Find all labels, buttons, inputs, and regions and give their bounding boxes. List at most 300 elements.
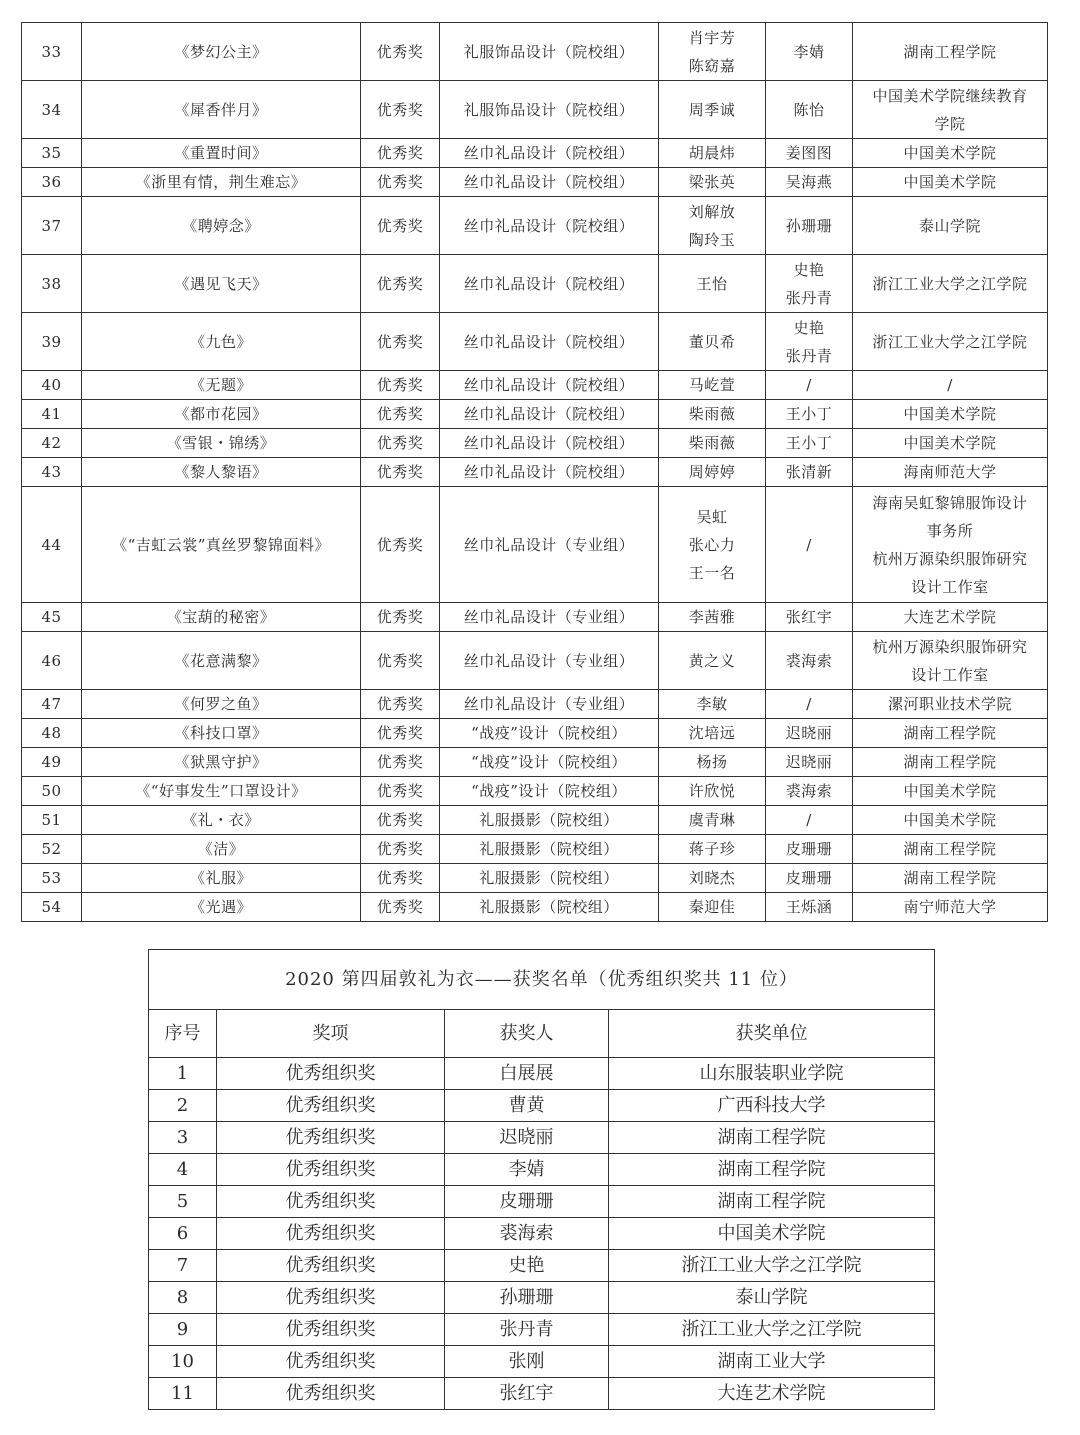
award-category: 丝巾礼品设计（院校组） — [440, 400, 659, 429]
winner-name: 裘海索 — [445, 1218, 609, 1250]
mentor-name: 张清新 — [785, 463, 833, 481]
award-level: 优秀奖 — [361, 400, 440, 429]
unit-name: 海南吴虹黎锦服饰设计 — [872, 493, 1028, 512]
unit-names — [853, 719, 1048, 748]
table-row — [149, 1218, 935, 1250]
winner-name: 柴雨薇 — [688, 434, 736, 452]
row-number: 6 — [149, 1218, 217, 1250]
row-number: 51 — [22, 806, 82, 835]
mentor-names — [766, 371, 853, 400]
unit-name: 浙江工业大学之江学院 — [609, 1314, 935, 1346]
table-row — [22, 690, 1048, 719]
header-award: 奖项 — [217, 1010, 445, 1058]
row-number: 11 — [149, 1378, 217, 1410]
winner-name: 皮珊珊 — [445, 1186, 609, 1218]
table-row — [149, 1314, 935, 1346]
work-title: 《聘婷念》 — [82, 197, 361, 255]
mentor-names — [766, 81, 853, 139]
unit-names — [853, 893, 1048, 922]
award-level: 优秀奖 — [361, 864, 440, 893]
row-number: 54 — [22, 893, 82, 922]
work-title: 《无题》 — [82, 371, 361, 400]
award-level: 优秀奖 — [361, 603, 440, 632]
row-number: 45 — [22, 603, 82, 632]
winner-names — [659, 603, 766, 632]
winner-name: 虞青琳 — [688, 811, 736, 829]
row-number: 49 — [22, 748, 82, 777]
mentor-name: 史艳 — [793, 260, 825, 279]
award-level: 优秀奖 — [361, 719, 440, 748]
mentor-name: 李婧 — [793, 42, 825, 61]
unit-name: 杭州万源染织服饰研究 — [872, 637, 1028, 656]
mentor-name: / — [806, 535, 812, 554]
winner-names — [659, 458, 766, 487]
award-category: 丝巾礼品设计（院校组） — [440, 139, 659, 168]
unit-names — [853, 81, 1048, 139]
unit-name: 泰山学院 — [918, 216, 981, 235]
work-title: 《遇见飞天》 — [82, 255, 361, 313]
mentor-name: 张红宇 — [785, 608, 833, 626]
mentor-names — [766, 255, 853, 313]
award-level: 优秀奖 — [361, 81, 440, 139]
award-category: 礼服摄影（院校组） — [440, 893, 659, 922]
unit-name: 中国美术学院 — [903, 144, 997, 162]
work-title: 《九色》 — [82, 313, 361, 371]
row-number: 33 — [22, 23, 82, 81]
table-row — [149, 1154, 935, 1186]
work-title: 《梦幻公主》 — [82, 23, 361, 81]
unit-name: 湖南工程学院 — [903, 869, 997, 887]
work-title: 《花意满黎》 — [82, 632, 361, 690]
winner-name: 陈窈嘉 — [688, 56, 736, 75]
winner-names — [659, 487, 766, 603]
award-name: 优秀组织奖 — [217, 1218, 445, 1250]
winner-name: 李婧 — [445, 1154, 609, 1186]
row-number: 35 — [22, 139, 82, 168]
unit-name: 中国美术学院 — [609, 1218, 935, 1250]
mentor-names — [766, 168, 853, 197]
winner-name: 杨扬 — [696, 753, 728, 771]
unit-name: 浙江工业大学之江学院 — [872, 274, 1028, 293]
mentor-names — [766, 313, 853, 371]
row-number: 42 — [22, 429, 82, 458]
table-row — [22, 371, 1048, 400]
winner-name: 王怡 — [696, 274, 728, 293]
row-number: 47 — [22, 690, 82, 719]
org-table-body — [149, 1058, 935, 1410]
unit-names — [853, 835, 1048, 864]
mentor-names — [766, 748, 853, 777]
award-level: 优秀奖 — [361, 777, 440, 806]
unit-name: 湖南工程学院 — [903, 724, 997, 742]
unit-name: 湖南工程学院 — [903, 42, 997, 61]
award-category: 丝巾礼品设计（院校组） — [440, 371, 659, 400]
mentor-names — [766, 400, 853, 429]
winner-name: 张红宇 — [445, 1378, 609, 1410]
award-level: 优秀奖 — [361, 893, 440, 922]
awards-table — [21, 22, 1048, 922]
award-level: 优秀奖 — [361, 168, 440, 197]
unit-name: 湖南工程学院 — [609, 1122, 935, 1154]
award-name: 优秀组织奖 — [217, 1250, 445, 1282]
table-row — [149, 1346, 935, 1378]
mentor-names — [766, 632, 853, 690]
unit-names — [853, 690, 1048, 719]
row-number: 41 — [22, 400, 82, 429]
winner-name: 蒋子珍 — [688, 840, 736, 858]
unit-names — [853, 806, 1048, 835]
award-level: 优秀奖 — [361, 255, 440, 313]
row-number: 3 — [149, 1122, 217, 1154]
work-title: 《何罗之鱼》 — [82, 690, 361, 719]
unit-name: 大连艺术学院 — [609, 1378, 935, 1410]
award-level: 优秀奖 — [361, 371, 440, 400]
unit-name: 杭州万源染织服饰研究 — [872, 549, 1028, 568]
work-title: 《科技口罩》 — [82, 719, 361, 748]
unit-names — [853, 139, 1048, 168]
row-number: 10 — [149, 1346, 217, 1378]
mentor-name: 迟晓丽 — [785, 724, 833, 742]
award-category: 礼服摄影（院校组） — [440, 806, 659, 835]
unit-name: 湖南工程学院 — [903, 840, 997, 858]
work-title: 《浙里有情，荆生难忘》 — [82, 168, 361, 197]
winner-name: 刘解放 — [688, 202, 736, 221]
unit-name: 浙江工业大学之江学院 — [872, 332, 1028, 351]
unit-name: 中国美术学院 — [903, 173, 997, 191]
work-title: 《狱黑守护》 — [82, 748, 361, 777]
winner-name: 曹黄 — [445, 1090, 609, 1122]
mentor-name: 迟晓丽 — [785, 753, 833, 771]
winner-name: 李敏 — [696, 695, 728, 713]
award-name: 优秀组织奖 — [217, 1346, 445, 1378]
table-row — [22, 255, 1048, 313]
unit-name: 设计工作室 — [911, 665, 989, 684]
mentor-names — [766, 603, 853, 632]
table-row — [22, 603, 1048, 632]
table-row — [149, 1090, 935, 1122]
unit-names — [853, 168, 1048, 197]
header-winner: 获奖人 — [445, 1010, 609, 1058]
row-number: 1 — [149, 1058, 217, 1090]
table-row — [22, 23, 1048, 81]
winner-name: 黄之义 — [688, 651, 736, 670]
unit-name: 中国美术学院 — [903, 434, 997, 452]
row-number: 53 — [22, 864, 82, 893]
winner-name: 刘晓杰 — [688, 869, 736, 887]
winner-names — [659, 197, 766, 255]
unit-names — [853, 23, 1048, 81]
table-row — [22, 81, 1048, 139]
work-title: 《“好事发生”口罩设计》 — [82, 777, 361, 806]
mentor-name: / — [806, 376, 812, 394]
winner-names — [659, 835, 766, 864]
award-level: 优秀奖 — [361, 458, 440, 487]
winner-names — [659, 632, 766, 690]
mentor-name: 史艳 — [793, 318, 825, 337]
work-title: 《光遇》 — [82, 893, 361, 922]
org-table-header-row — [149, 1010, 935, 1058]
mentor-name: 陈怡 — [793, 100, 825, 119]
award-category: 丝巾礼品设计（专业组） — [440, 487, 659, 603]
unit-names — [853, 748, 1048, 777]
winner-names — [659, 255, 766, 313]
mentor-name: 张丹青 — [785, 346, 833, 365]
winner-name: 李茜雅 — [688, 608, 736, 626]
row-number: 52 — [22, 835, 82, 864]
winner-names — [659, 893, 766, 922]
unit-name: / — [947, 376, 953, 394]
table-row — [22, 777, 1048, 806]
mentor-name: 姜图图 — [785, 144, 833, 162]
unit-names — [853, 313, 1048, 371]
award-name: 优秀组织奖 — [217, 1314, 445, 1346]
winner-name: 周季诚 — [688, 100, 736, 119]
table-row — [149, 1122, 935, 1154]
table-row — [22, 458, 1048, 487]
table-row — [149, 1186, 935, 1218]
award-category: 丝巾礼品设计（院校组） — [440, 313, 659, 371]
winner-name: 孙珊珊 — [445, 1282, 609, 1314]
table-row — [22, 864, 1048, 893]
mentor-name: 王小丁 — [785, 405, 833, 423]
mentor-name: / — [806, 695, 812, 713]
row-number: 36 — [22, 168, 82, 197]
winner-names — [659, 719, 766, 748]
winner-name: 秦迎佳 — [688, 898, 736, 916]
table-row — [22, 487, 1048, 603]
row-number: 50 — [22, 777, 82, 806]
winner-name: 沈培远 — [688, 724, 736, 742]
award-category: “战疫”设计（院校组） — [440, 719, 659, 748]
work-title: 《礼服》 — [82, 864, 361, 893]
unit-names — [853, 429, 1048, 458]
work-title: 《礼・衣》 — [82, 806, 361, 835]
winner-names — [659, 400, 766, 429]
award-name: 优秀组织奖 — [217, 1122, 445, 1154]
row-number: 5 — [149, 1186, 217, 1218]
winner-name: 张丹青 — [445, 1314, 609, 1346]
award-category: 礼服摄影（院校组） — [440, 864, 659, 893]
row-number: 34 — [22, 81, 82, 139]
unit-name: 南宁师范大学 — [903, 898, 997, 916]
mentor-names — [766, 893, 853, 922]
unit-name: 大连艺术学院 — [903, 608, 997, 626]
mentor-names — [766, 458, 853, 487]
winner-name: 董贝希 — [688, 332, 736, 351]
mentor-name: 皮珊珊 — [785, 840, 833, 858]
award-level: 优秀奖 — [361, 313, 440, 371]
mentor-name: 裘海索 — [785, 782, 833, 800]
award-name: 优秀组织奖 — [217, 1090, 445, 1122]
work-title: 《“吉虹云裳”真丝罗黎锦面料》 — [82, 487, 361, 603]
unit-name: 浙江工业大学之江学院 — [609, 1250, 935, 1282]
award-category: 礼服摄影（院校组） — [440, 835, 659, 864]
winner-name: 胡晨炜 — [688, 144, 736, 162]
awards-table-body — [22, 23, 1048, 922]
mentor-names — [766, 139, 853, 168]
award-level: 优秀奖 — [361, 429, 440, 458]
row-number: 9 — [149, 1314, 217, 1346]
org-table-title: 2020 第四届敦礼为衣——获奖名单（优秀组织奖共 11 位） — [149, 950, 935, 1010]
award-name: 优秀组织奖 — [217, 1282, 445, 1314]
mentor-name: 张丹青 — [785, 288, 833, 307]
unit-name: 事务所 — [926, 521, 974, 540]
table-row — [149, 1058, 935, 1090]
award-category: “战疫”设计（院校组） — [440, 777, 659, 806]
work-title: 《都市花园》 — [82, 400, 361, 429]
unit-name: 山东服装职业学院 — [609, 1058, 935, 1090]
award-name: 优秀组织奖 — [217, 1058, 445, 1090]
winner-name: 王一名 — [688, 563, 736, 582]
unit-name: 中国美术学院 — [903, 405, 997, 423]
table-row — [22, 400, 1048, 429]
table-row — [22, 313, 1048, 371]
table-row — [22, 835, 1048, 864]
row-number: 38 — [22, 255, 82, 313]
row-number: 46 — [22, 632, 82, 690]
winner-names — [659, 23, 766, 81]
winner-name: 史艳 — [445, 1250, 609, 1282]
mentor-names — [766, 429, 853, 458]
award-level: 优秀奖 — [361, 139, 440, 168]
award-category: 丝巾礼品设计（专业组） — [440, 632, 659, 690]
table-row — [22, 168, 1048, 197]
table-row — [22, 197, 1048, 255]
unit-name: 学院 — [934, 114, 966, 133]
winner-names — [659, 777, 766, 806]
winner-name: 柴雨薇 — [688, 405, 736, 423]
unit-name: 漯河职业技术学院 — [887, 695, 1012, 713]
mentor-names — [766, 23, 853, 81]
winner-names — [659, 690, 766, 719]
mentor-name: 皮珊珊 — [785, 869, 833, 887]
award-category: 丝巾礼品设计（院校组） — [440, 255, 659, 313]
unit-names — [853, 255, 1048, 313]
unit-name: 湖南工程学院 — [609, 1154, 935, 1186]
winner-names — [659, 429, 766, 458]
mentor-names — [766, 690, 853, 719]
table-row — [22, 806, 1048, 835]
award-level: 优秀奖 — [361, 835, 440, 864]
unit-names — [853, 371, 1048, 400]
award-category: 丝巾礼品设计（院校组） — [440, 458, 659, 487]
row-number: 8 — [149, 1282, 217, 1314]
row-number: 39 — [22, 313, 82, 371]
work-title: 《宝葫的秘密》 — [82, 603, 361, 632]
award-category: 丝巾礼品设计（院校组） — [440, 429, 659, 458]
unit-name: 湖南工业大学 — [609, 1346, 935, 1378]
award-category: “战疫”设计（院校组） — [440, 748, 659, 777]
winner-name: 梁张英 — [688, 173, 736, 191]
winner-name: 马屹萱 — [688, 376, 736, 394]
mentor-name: 裘海索 — [785, 651, 833, 670]
work-title: 《洁》 — [82, 835, 361, 864]
unit-names — [853, 400, 1048, 429]
mentor-name: 王烁涵 — [785, 898, 833, 916]
winner-name: 陶玲玉 — [688, 230, 736, 249]
mentor-names — [766, 806, 853, 835]
winner-name: 张心力 — [688, 535, 736, 554]
award-name: 优秀组织奖 — [217, 1378, 445, 1410]
row-number: 48 — [22, 719, 82, 748]
row-number: 37 — [22, 197, 82, 255]
work-title: 《雪银・锦绣》 — [82, 429, 361, 458]
award-name: 优秀组织奖 — [217, 1154, 445, 1186]
unit-name: 广西科技大学 — [609, 1090, 935, 1122]
unit-name: 湖南工程学院 — [609, 1186, 935, 1218]
winner-names — [659, 806, 766, 835]
mentor-names — [766, 864, 853, 893]
row-number: 4 — [149, 1154, 217, 1186]
mentor-names — [766, 197, 853, 255]
mentor-name: 吴海燕 — [785, 173, 833, 191]
winner-name: 许欣悦 — [688, 782, 736, 800]
winner-names — [659, 81, 766, 139]
header-unit: 获奖单位 — [609, 1010, 935, 1058]
unit-names — [853, 777, 1048, 806]
unit-name: 设计工作室 — [911, 577, 989, 596]
award-level: 优秀奖 — [361, 487, 440, 603]
mentor-names — [766, 719, 853, 748]
unit-name: 湖南工程学院 — [903, 753, 997, 771]
winner-names — [659, 371, 766, 400]
winner-name: 白展展 — [445, 1058, 609, 1090]
mentor-names — [766, 487, 853, 603]
table-row — [22, 893, 1048, 922]
winner-names — [659, 864, 766, 893]
table-row — [149, 1250, 935, 1282]
winner-name: 张刚 — [445, 1346, 609, 1378]
header-no: 序号 — [149, 1010, 217, 1058]
award-category: 礼服饰品设计（院校组） — [440, 81, 659, 139]
org-award-table — [148, 949, 935, 1410]
winner-name: 周婷婷 — [688, 463, 736, 481]
winner-names — [659, 168, 766, 197]
mentor-names — [766, 835, 853, 864]
unit-names — [853, 632, 1048, 690]
unit-name: 海南师范大学 — [903, 463, 997, 481]
mentor-name: / — [806, 811, 812, 829]
award-level: 优秀奖 — [361, 748, 440, 777]
award-category: 礼服饰品设计（院校组） — [440, 23, 659, 81]
table-row — [22, 719, 1048, 748]
unit-names — [853, 603, 1048, 632]
award-category: 丝巾礼品设计（专业组） — [440, 603, 659, 632]
table-row — [22, 748, 1048, 777]
row-number: 40 — [22, 371, 82, 400]
row-number: 44 — [22, 487, 82, 603]
award-category: 丝巾礼品设计（专业组） — [440, 690, 659, 719]
row-number: 7 — [149, 1250, 217, 1282]
award-level: 优秀奖 — [361, 197, 440, 255]
unit-names — [853, 458, 1048, 487]
winner-names — [659, 139, 766, 168]
unit-name: 中国美术学院 — [903, 811, 997, 829]
work-title: 《黎人黎语》 — [82, 458, 361, 487]
table-row — [149, 1378, 935, 1410]
unit-names — [853, 197, 1048, 255]
unit-name: 中国美术学院 — [903, 782, 997, 800]
winner-names — [659, 748, 766, 777]
unit-names — [853, 487, 1048, 603]
award-category: 丝巾礼品设计（院校组） — [440, 197, 659, 255]
table-row — [149, 1282, 935, 1314]
winner-name: 迟晓丽 — [445, 1122, 609, 1154]
winner-name: 吴虹 — [696, 507, 728, 526]
table-row — [22, 139, 1048, 168]
work-title: 《重置时间》 — [82, 139, 361, 168]
unit-names — [853, 864, 1048, 893]
